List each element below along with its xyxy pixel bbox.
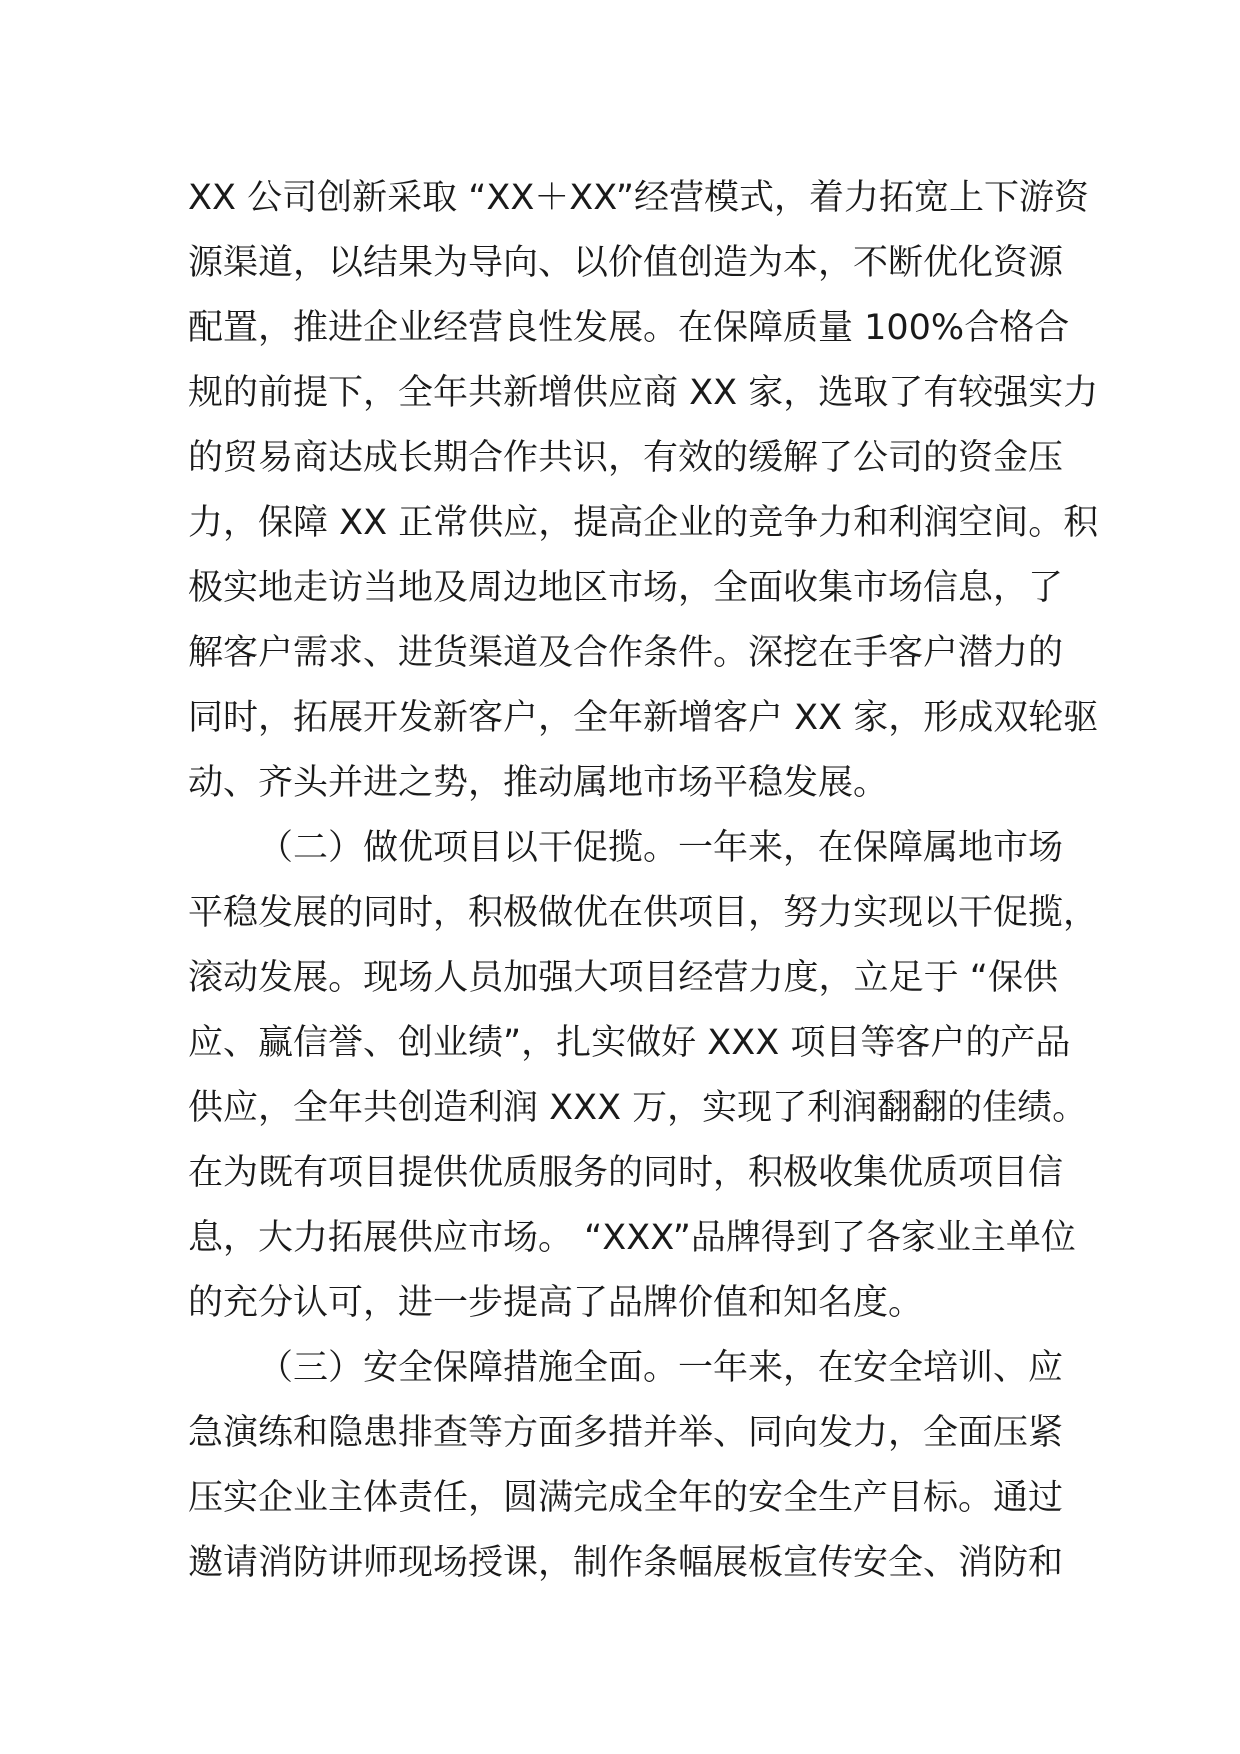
text-line: 息，大力拓展供应市场。 “XXX”品牌得到了各家业主单位 [188, 1218, 1076, 1258]
text-line: 动、齐头并进之势，推动属地市场平稳发展。 [188, 763, 889, 803]
text-line: 源渠道，以结果为导向、以价值创造为本，不断优化资源 [188, 243, 1064, 283]
text-line: 压实企业主体责任，圆满完成全年的安全生产目标。通过 [188, 1478, 1064, 1518]
text-line: 急演练和隐患排查等方面多措并举、同向发力，全面压紧 [188, 1413, 1064, 1453]
text-line: XX 公司创新采取 “XX＋XX”经营模式，着力拓宽上下游资 [188, 178, 1089, 218]
text-line: 配置，推进企业经营良性发展。在保障质量 100%合格合 [188, 308, 1070, 348]
text-line: 邀请消防讲师现场授课，制作条幅展板宣传安全、消防和 [188, 1543, 1064, 1583]
text-line: 平稳发展的同时，积极做优在供项目，努力实现以干促揽， [188, 893, 1099, 933]
text-line: 极实地走访当地及周边地区市场，全面收集市场信息，了 [188, 568, 1064, 608]
text-line: 规的前提下，全年共新增供应商 XX 家，选取了有较强实力 [188, 373, 1099, 413]
text-line: 同时，拓展开发新客户，全年新增客户 XX 家，形成双轮驱 [188, 698, 1099, 738]
text-line: 的贸易商达成长期合作共识，有效的缓解了公司的资金压 [188, 438, 1064, 478]
text-line: 在为既有项目提供优质服务的同时，积极收集优质项目信 [188, 1153, 1064, 1193]
text-line: 供应，全年共创造利润 XXX 万，实现了利润翻翻的佳绩。 [188, 1088, 1088, 1128]
text-line: 滚动发展。现场人员加强大项目经营力度，立足于 “保供 [188, 958, 1058, 998]
section-heading-line: （三）安全保障措施全面。一年来，在安全培训、应 [258, 1348, 1064, 1388]
text-line: 解客户需求、进货渠道及合作条件。深挖在手客户潜力的 [188, 633, 1064, 673]
text-line: 力，保障 XX 正常供应，提高企业的竞争力和利润空间。积 [188, 503, 1099, 543]
text-line: 的充分认可，进一步提高了品牌价值和知名度。 [188, 1283, 924, 1323]
section-heading-line: （二）做优项目以干促揽。一年来，在保障属地市场 [258, 828, 1064, 868]
document-body [188, 166, 1099, 1596]
text-line: 应、赢信誉、创业绩”，扎实做好 XXX 项目等客户的产品 [188, 1023, 1071, 1063]
